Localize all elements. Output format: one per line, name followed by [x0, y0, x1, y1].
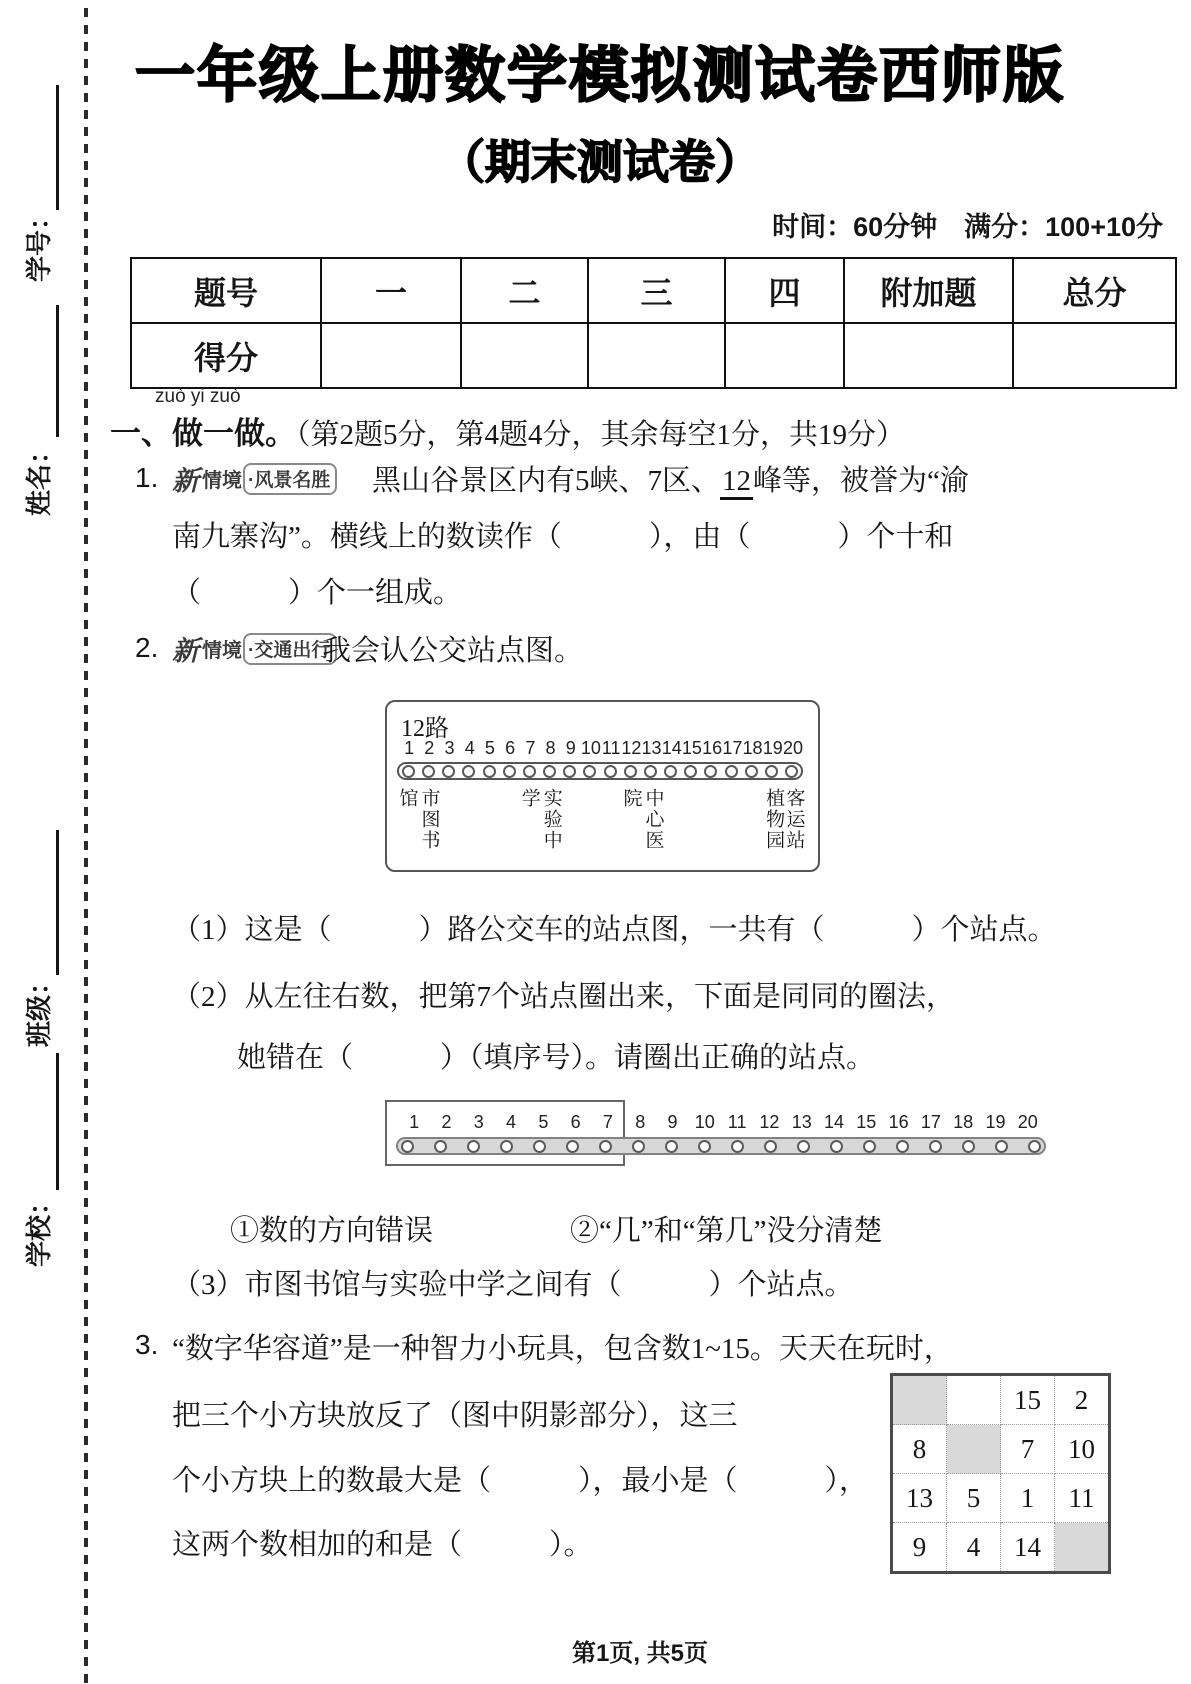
station-name: 客运站	[783, 788, 805, 851]
stop-number: 9	[667, 1112, 678, 1132]
puzzle-cell	[947, 1425, 1001, 1474]
stop-circle	[830, 1140, 843, 1153]
question-2-number: 2.	[135, 632, 159, 663]
traffic-tag-label: ·交通出行	[243, 633, 337, 665]
section-one-title: 一、做一做。	[110, 416, 296, 451]
name-blank-line	[56, 305, 59, 437]
stop-circle	[664, 765, 677, 778]
question-1-line-2: 南九寨沟”。横线上的数读作（ ），由（ ）个十和	[172, 521, 954, 553]
stop-number: 7	[602, 1112, 613, 1132]
puzzle-row	[892, 1523, 1110, 1573]
section-one-heading	[110, 408, 905, 453]
stop-circle	[765, 765, 778, 778]
puzzle-cell: 9	[892, 1523, 947, 1573]
stop-number: 1	[409, 1112, 420, 1132]
stop-circle	[583, 765, 596, 778]
school-label: 学校：	[25, 1189, 54, 1268]
stop-number: 12	[621, 738, 642, 758]
score-table-header-cell: 附加题	[844, 258, 1013, 323]
new-badge-label: 新	[172, 636, 199, 666]
stop-circle	[604, 765, 617, 778]
stop-circle	[503, 765, 516, 778]
score-empty-cell	[725, 323, 844, 388]
station-name: 市图书馆	[396, 788, 440, 851]
stop-circle	[434, 1140, 447, 1153]
paper-title: 一年级上册数学模拟测试卷西师版	[135, 42, 1065, 109]
stop-circle	[745, 765, 758, 778]
stop-circle	[500, 1140, 513, 1153]
bus-route-label: 12路	[401, 716, 449, 742]
stop-circle	[863, 1140, 876, 1153]
score-empty-cell	[461, 323, 588, 388]
stop-number: 10	[694, 1112, 715, 1132]
stop-number: 20	[1017, 1112, 1038, 1132]
stop-number: 8	[545, 738, 556, 758]
stop-circle	[632, 1140, 645, 1153]
puzzle-row	[892, 1474, 1110, 1523]
question-3-line-1: “数字华容道”是一种智力小玩具，包含数1~15。天天在玩时，	[172, 1333, 953, 1365]
bus-line-strip	[397, 762, 803, 780]
stop-number: 17	[920, 1112, 941, 1132]
stop-number: 14	[823, 1112, 845, 1132]
stop-number: 14	[661, 738, 682, 758]
question-1-number: 1.	[135, 462, 159, 493]
stop-number: 13	[791, 1112, 812, 1132]
number-puzzle-grid	[890, 1373, 1111, 1574]
stop-circle	[523, 765, 536, 778]
pinyin-annotation: zuò yi zuò	[155, 386, 241, 407]
station-name: 植物园	[763, 788, 785, 851]
stop-circle	[442, 765, 455, 778]
class-blank-line	[56, 830, 59, 975]
score-table	[130, 257, 1177, 389]
stop-numbers-row	[399, 738, 803, 759]
stop-number: 7	[525, 738, 536, 758]
question-3-number: 3.	[135, 1329, 159, 1360]
stop-circle	[467, 1140, 480, 1153]
puzzle-cell: 8	[892, 1425, 947, 1474]
student-id-blank-line	[56, 85, 59, 210]
score-table-header-cell: 四	[725, 258, 844, 323]
stop-number: 19	[762, 738, 783, 758]
score-empty-cell	[844, 323, 1013, 388]
stop-circle	[929, 1140, 942, 1153]
stop-number: 4	[464, 738, 475, 758]
score-table-header-cell: 题号	[131, 258, 321, 323]
binding-dashed-line	[84, 8, 88, 1684]
puzzle-row	[892, 1425, 1110, 1474]
section-one-note: （第2题5分，第4题4分，其余每空1分，共19分）	[296, 419, 906, 451]
stop-circle	[566, 1140, 579, 1153]
stop-circle	[785, 765, 798, 778]
stop-circle	[684, 765, 697, 778]
puzzle-cell	[947, 1375, 1001, 1425]
puzzle-cell: 14	[1001, 1523, 1055, 1573]
stop-number: 2	[441, 1112, 452, 1132]
stop-number: 15	[856, 1112, 877, 1132]
stop-number: 15	[681, 738, 702, 758]
question-3-line-4: 这两个数相加的和是（ ）。	[172, 1529, 593, 1561]
stop-number: 18	[742, 738, 763, 758]
stop-number: 8	[635, 1112, 646, 1132]
stop-circle	[462, 765, 475, 778]
stop-circle	[422, 765, 435, 778]
puzzle-cell: 13	[892, 1474, 947, 1523]
question-2-sub-2-line-2: 她错在（ ）（填序号）。请圈出正确的站点。	[237, 1042, 876, 1074]
stop-number: 19	[985, 1112, 1006, 1132]
underlined-number: 12	[720, 465, 753, 500]
stop-number: 3	[444, 738, 455, 758]
new-badge-label: 新	[172, 466, 199, 496]
time-and-score-info: 时间：60分钟 满分：100+10分	[772, 212, 1163, 242]
context-badge-label: 情境	[202, 640, 242, 662]
paper-subtitle: （期末测试卷）	[439, 136, 761, 188]
score-table-header-cell: 总分	[1013, 258, 1176, 323]
stop-circle	[896, 1140, 909, 1153]
question-3-line-3: 个小方块上的数最大是（ ），最小是（ ），	[172, 1465, 869, 1497]
puzzle-cell: 11	[1055, 1474, 1110, 1523]
stop-number: 16	[702, 738, 723, 758]
stop-circle	[725, 765, 738, 778]
puzzle-cell: 5	[947, 1474, 1001, 1523]
station-name: 中心医院	[620, 788, 664, 851]
student-id-label: 学号：	[25, 204, 54, 283]
stop-number: 6	[505, 738, 516, 758]
stop-circle	[533, 1140, 546, 1153]
stop-number: 20	[782, 738, 803, 758]
stop-circle	[764, 1140, 777, 1153]
scenery-tag-label: ·风景名胜	[243, 463, 337, 495]
puzzle-cell: 4	[947, 1523, 1001, 1573]
puzzle-cell: 7	[1001, 1425, 1055, 1474]
page-footer: 第1页, 共5页	[571, 1640, 709, 1667]
bus-line-strip-gray	[396, 1137, 1046, 1155]
score-table-header-cell: 三	[588, 258, 725, 323]
stop-number: 11	[601, 738, 621, 758]
stop-circle	[624, 765, 637, 778]
score-label-cell: 得分	[131, 323, 321, 388]
puzzle-cell: 10	[1055, 1425, 1110, 1474]
stop-number: 13	[641, 738, 662, 758]
station-names	[397, 788, 812, 868]
stop-number: 18	[953, 1112, 974, 1132]
stop-circle	[797, 1140, 810, 1153]
stop-circle	[731, 1140, 744, 1153]
context-badge-label: 情境	[202, 470, 242, 492]
stop-circle	[665, 1140, 678, 1153]
wrong-circling-box	[385, 1100, 625, 1166]
stop-circle	[563, 765, 576, 778]
puzzle-cell: 1	[1001, 1474, 1055, 1523]
question-2-intro: 我会认公交站点图。	[322, 635, 584, 667]
question-1-line-1: 黑山谷景区内有5峡、7区、12峰等，被誉为“渝	[372, 458, 969, 499]
question-1-context-badge	[172, 459, 337, 498]
question-2-sub-1: （1）这是（ ）路公交车的站点图，一共有（ ）个站点。	[172, 914, 1057, 946]
stop-circle	[995, 1140, 1008, 1153]
school-blank-line	[56, 1053, 59, 1190]
puzzle-cell	[1055, 1523, 1110, 1573]
stop-number: 2	[424, 738, 435, 758]
stop-circle	[698, 1140, 711, 1153]
stop-number: 3	[473, 1112, 484, 1132]
stop-number: 11	[727, 1112, 747, 1132]
puzzle-cell: 2	[1055, 1375, 1110, 1425]
stop-number: 6	[570, 1112, 581, 1132]
stop-number: 5	[484, 738, 495, 758]
stop-number: 17	[722, 738, 743, 758]
name-label: 姓名：	[25, 438, 54, 517]
stop-number: 9	[565, 738, 576, 758]
score-table-header-cell: 一	[321, 258, 461, 323]
score-empty-cell	[321, 323, 461, 388]
question-1-line-3: （ ）个一组成。	[172, 577, 463, 609]
question-2-sub-3: （3）市图书馆与实验中学之间有（ ）个站点。	[172, 1269, 854, 1301]
stop-circle	[704, 765, 717, 778]
score-table-score-row	[131, 323, 1176, 388]
score-empty-cell	[588, 323, 725, 388]
puzzle-cell: 15	[1001, 1375, 1055, 1425]
stop-number: 10	[580, 738, 601, 758]
stop-number: 1	[404, 738, 415, 758]
puzzle-row	[892, 1375, 1110, 1425]
stop-circle	[402, 765, 415, 778]
stop-number: 4	[506, 1112, 517, 1132]
stop-circle	[401, 1140, 414, 1153]
score-empty-cell	[1013, 323, 1176, 388]
class-label: 班级：	[25, 969, 54, 1048]
stop-circle	[599, 1140, 612, 1153]
stop-circle	[1028, 1140, 1041, 1153]
stop-number: 5	[538, 1112, 549, 1132]
score-table-header-row	[131, 258, 1176, 323]
question-2-option-2: ②“几”和“第几”没分清楚	[570, 1215, 883, 1247]
question-2-option-1: ①数的方向错误	[230, 1215, 434, 1247]
stop-number: 16	[888, 1112, 909, 1132]
question-2-context-badge	[172, 629, 337, 668]
question-2-sub-2-line-1: （2）从左往右数，把第7个站点圈出来，下面是同同的圈法，	[172, 981, 956, 1013]
stop-circle	[962, 1140, 975, 1153]
station-name: 实验中学	[518, 788, 562, 851]
stop-circle	[543, 765, 556, 778]
score-table-header-cell: 二	[461, 258, 588, 323]
question-3-line-2: 把三个小方块放反了（图中阴影部分），这三	[172, 1400, 738, 1432]
stop-circle	[483, 765, 496, 778]
stop-numbers-row	[398, 1112, 1044, 1133]
stop-number: 12	[759, 1112, 780, 1132]
puzzle-cell	[892, 1375, 947, 1425]
stop-circle	[644, 765, 657, 778]
bus-route-diagram	[385, 700, 820, 872]
